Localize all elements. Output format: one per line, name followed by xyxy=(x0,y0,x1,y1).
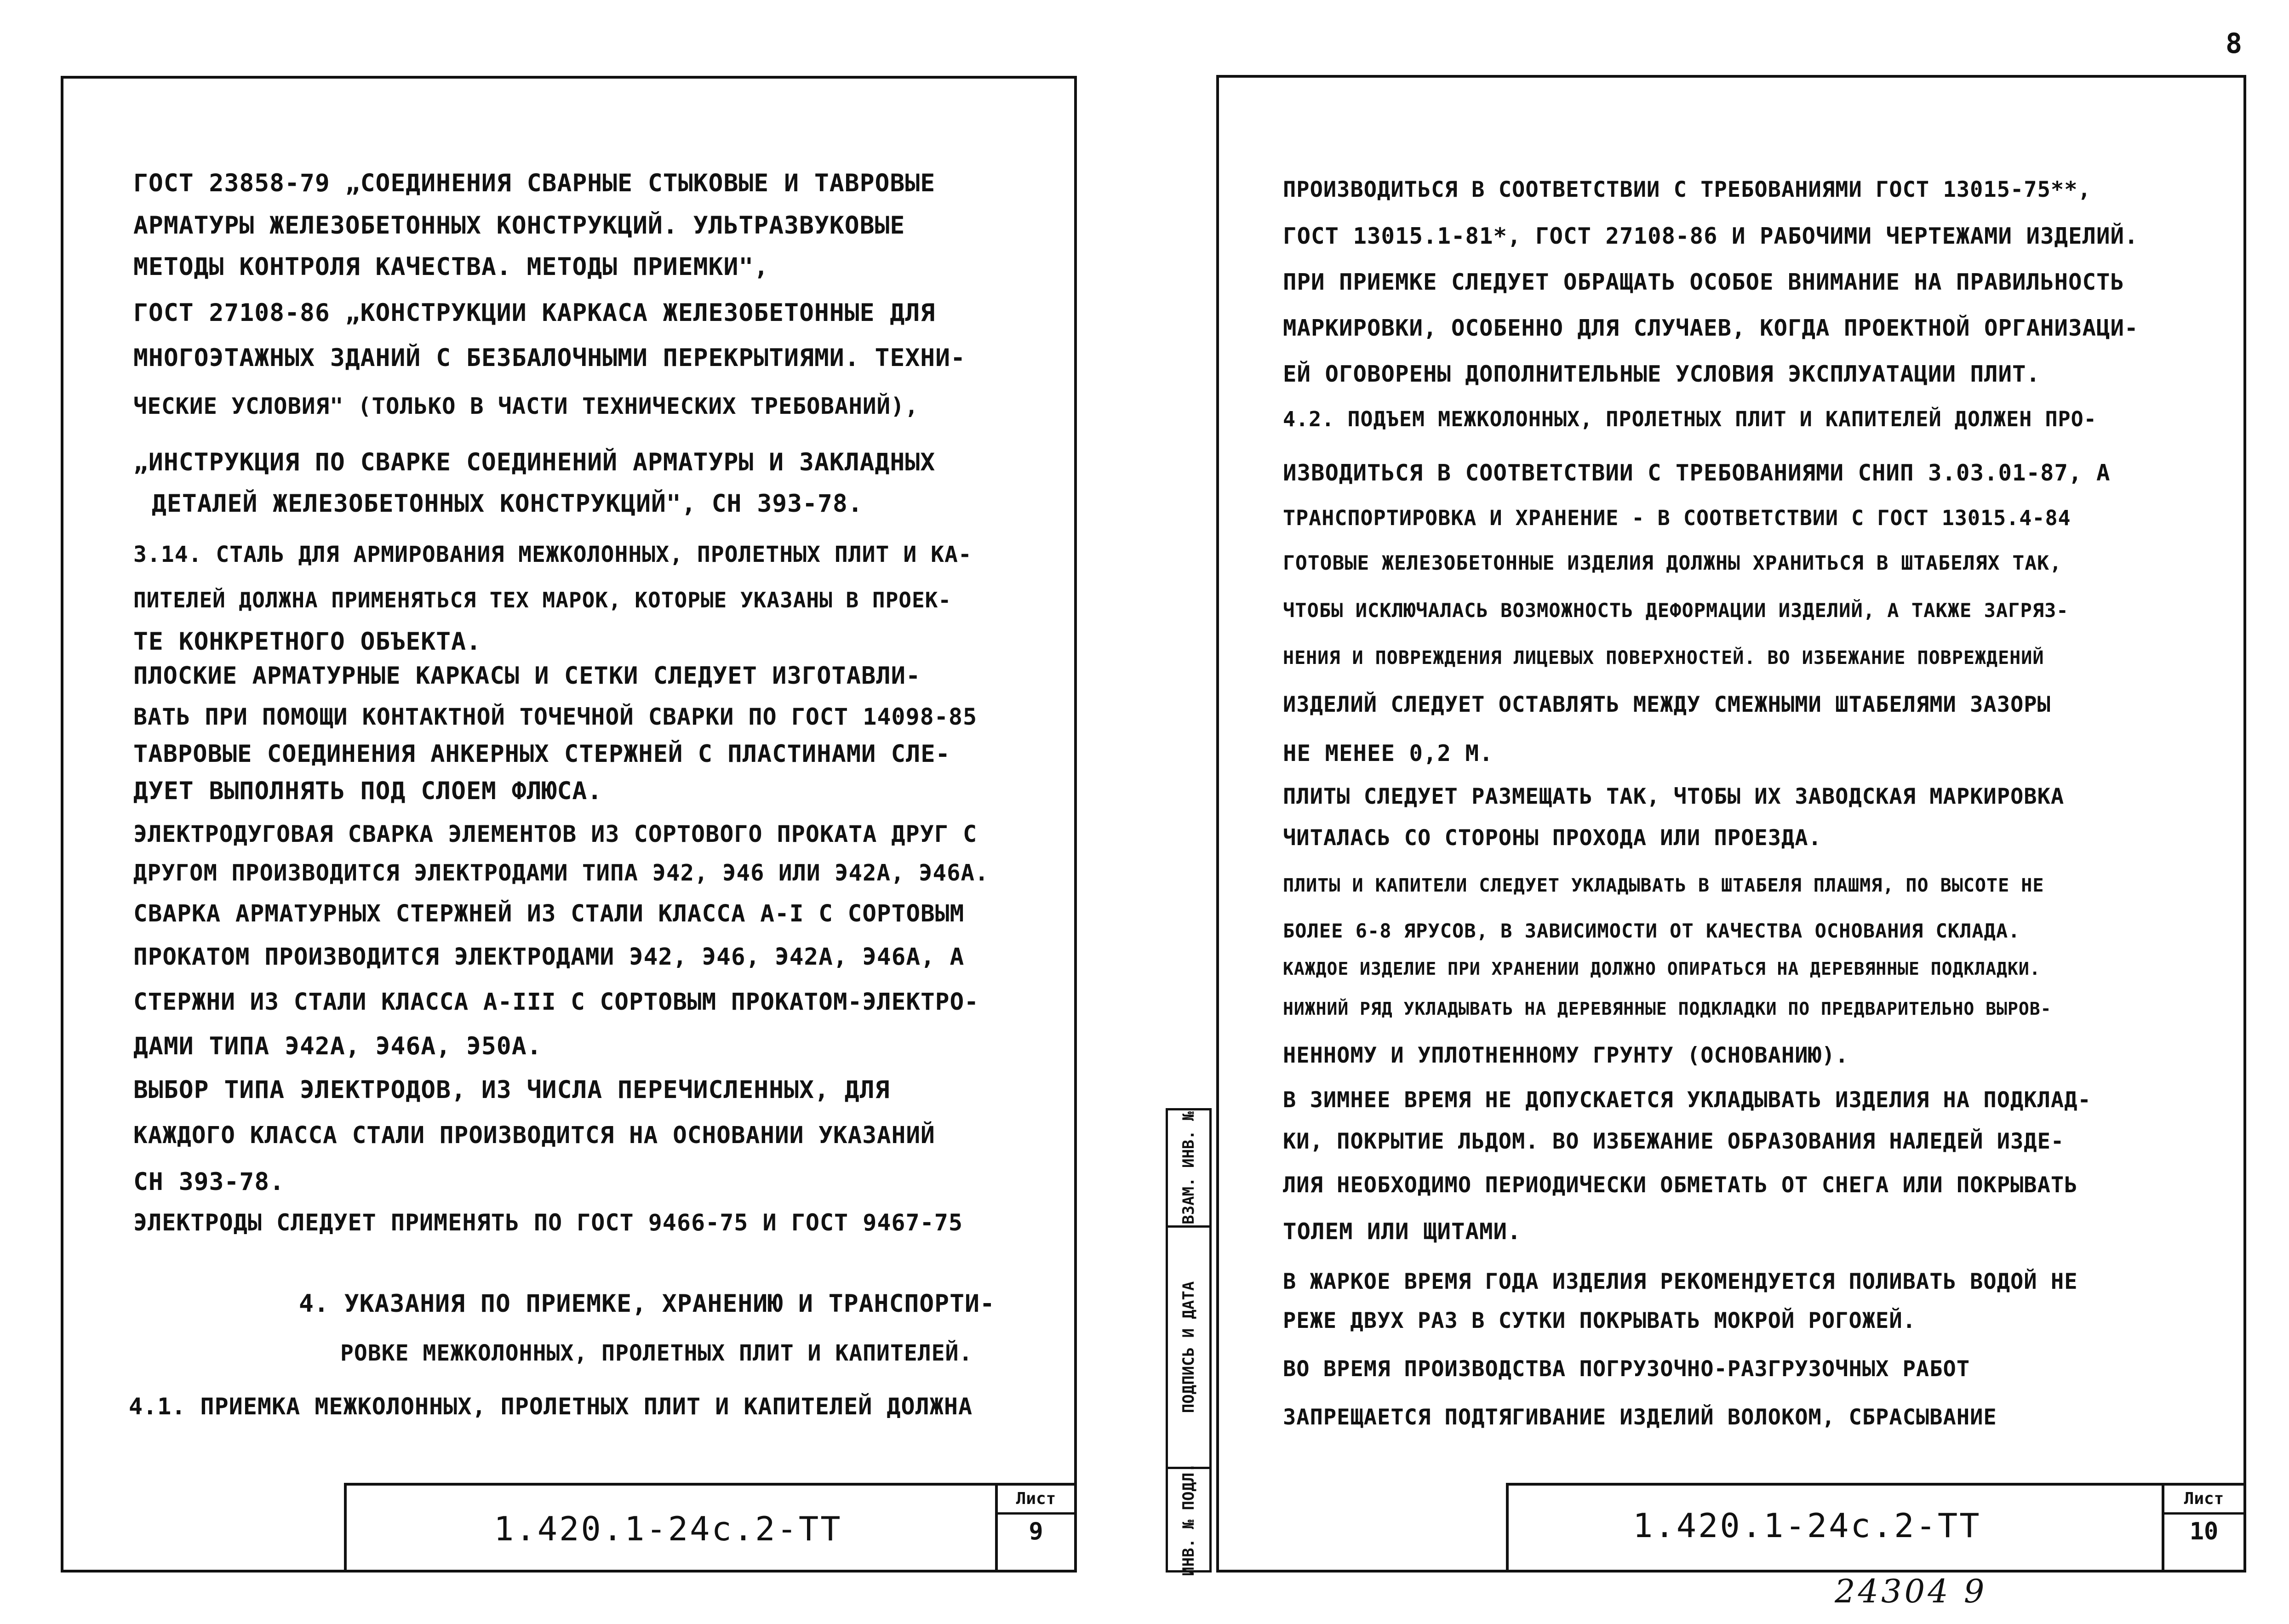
left-sheet-box xyxy=(995,1486,1074,1570)
left-line-4: ГОСТ 27108-86 „КОНСТРУКЦИИ КАРКАСА ЖЕЛЕЗОБЕТОННЫЕ ДЛЯ xyxy=(133,299,936,327)
page-number: 8 xyxy=(2226,28,2243,60)
left-line-24: СН 393-78. xyxy=(133,1168,285,1196)
right-sheet-number: 10 xyxy=(2189,1518,2219,1545)
stamp-cell-signature-date xyxy=(1166,1225,1212,1469)
right-line-16: ПЛИТЫ И КАПИТЕЛИ СЛЕДУЕТ УКЛАДЫВАТЬ В ШТАБЕЛЯ ПЛАШМЯ, ПО ВЫСОТЕ НЕ xyxy=(1283,875,2044,896)
right-line-26: РЕЖЕ ДВУХ РАЗ В СУТКИ ПОКРЫВАТЬ МОКРОЙ РОГОЖЕЙ. xyxy=(1283,1308,1916,1333)
right-line-18: КАЖДОЕ ИЗДЕЛИЕ ПРИ ХРАНЕНИИ ДОЛЖНО ОПИРАТЬСЯ НА ДЕРЕВЯННЫЕ ПОДКЛАДКИ. xyxy=(1283,959,2041,979)
left-line-17: ДРУГОМ ПРОИЗВОДИТСЯ ЭЛЕКТРОДАМИ ТИПА Э42, Э46 ИЛИ Э42А, Э46А. xyxy=(133,860,989,886)
right-doc-code: 1.420.1-24с.2-ТТ xyxy=(1633,1506,1981,1545)
left-line-18: СВАРКА АРМАТУРНЫХ СТЕРЖНЕЙ ИЗ СТАЛИ КЛАССА А-I С СОРТОВЫМ xyxy=(133,900,965,927)
left-line-15: ДУЕТ ВЫПОЛНЯТЬ ПОД СЛОЕМ ФЛЮСА. xyxy=(133,777,603,805)
stamp-cell-vzam-inv xyxy=(1166,1108,1212,1228)
left-title-block xyxy=(344,1483,1077,1573)
left-line-8: ДЕТАЛЕЙ ЖЕЛЕЗОБЕТОННЫХ КОНСТРУКЦИЙ", СН 393-78. xyxy=(152,490,863,518)
left-line-3: МЕТОДЫ КОНТРОЛЯ КАЧЕСТВА. МЕТОДЫ ПРИЕМКИ", xyxy=(133,253,769,281)
stamp-text-vzam-inv: ВЗАМ. ИНВ. № xyxy=(1179,1111,1198,1224)
right-line-6: 4.2. ПОДЪЕМ МЕЖКОЛОННЫХ, ПРОЛЕТНЫХ ПЛИТ И КАПИТЕЛЕЙ ДОЛЖЕН ПРО- xyxy=(1283,407,2097,431)
left-line-7: „ИНСТРУКЦИЯ ПО СВАРКЕ СОЕДИНЕНИЙ АРМАТУРЫ И ЗАКЛАДНЫХ xyxy=(133,448,936,476)
right-line-3: ПРИ ПРИЕМКЕ СЛЕДУЕТ ОБРАЩАТЬ ОСОБОЕ ВНИМАНИЕ НА ПРАВИЛЬНОСТЬ xyxy=(1283,269,2125,295)
right-sheet-box xyxy=(2162,1486,2243,1570)
left-line-9: 3.14. СТАЛЬ ДЛЯ АРМИРОВАНИЯ МЕЖКОЛОННЫХ, ПРОЛЕТНЫХ ПЛИТ И КА- xyxy=(133,542,972,567)
left-line-12: ПЛОСКИЕ АРМАТУРНЫЕ КАРКАСЫ И СЕТКИ СЛЕДУЕТ ИЗГОТАВЛИ- xyxy=(133,662,921,690)
right-line-4: МАРКИРОВКИ, ОСОБЕННО ДЛЯ СЛУЧАЕВ, КОГДА ПРОЕКТНОЙ ОРГАНИЗАЦИ- xyxy=(1283,315,2139,341)
left-line-1: ГОСТ 23858-79 „СОЕДИНЕНИЯ СВАРНЫЕ СТЫКОВЫЕ И ТАВРОВЫЕ xyxy=(133,169,936,197)
left-line-14: ТАВРОВЫЕ СОЕДИНЕНИЯ АНКЕРНЫХ СТЕРЖНЕЙ С ПЛАСТИНАМИ СЛЕ- xyxy=(133,740,950,768)
left-line-23: КАЖДОГО КЛАССА СТАЛИ ПРОИЗВОДИТСЯ НА ОСНОВАНИИ УКАЗАНИЙ xyxy=(133,1122,935,1149)
right-line-9: ГОТОВЫЕ ЖЕЛЕЗОБЕТОННЫЕ ИЗДЕЛИЯ ДОЛЖНЫ ХРАНИТЬСЯ В ШТАБЕЛЯХ ТАК, xyxy=(1283,552,2062,575)
left-line-6: ЧЕСКИЕ УСЛОВИЯ" (ТОЛЬКО В ЧАСТИ ТЕХНИЧЕСКИХ ТРЕБОВАНИЙ), xyxy=(133,393,919,419)
left-line-21: ДАМИ ТИПА Э42А, Э46А, Э50А. xyxy=(133,1032,542,1060)
left-section-heading-1: 4. УКАЗАНИЯ ПО ПРИЕМКЕ, ХРАНЕНИЮ И ТРАНСПОРТИ- xyxy=(299,1290,995,1318)
left-section-heading-2: РОВКЕ МЕЖКОЛОННЫХ, ПРОЛЕТНЫХ ПЛИТ И КАПИТЕЛЕЙ. xyxy=(340,1340,973,1366)
left-line-11: ТЕ КОНКРЕТНОГО ОБЪЕКТА. xyxy=(133,628,481,656)
left-line-16: ЭЛЕКТРОДУГОВАЯ СВАРКА ЭЛЕМЕНТОВ ИЗ СОРТОВОГО ПРОКАТА ДРУГ С xyxy=(133,821,978,847)
left-line-28: 4.1. ПРИЕМКА МЕЖКОЛОННЫХ, ПРОЛЕТНЫХ ПЛИТ И КАПИТЕЛЕЙ ДОЛЖНА xyxy=(129,1393,973,1420)
right-line-14: ПЛИТЫ СЛЕДУЕТ РАЗМЕЩАТЬ ТАК, ЧТОБЫ ИХ ЗАВОДСКАЯ МАРКИРОВКА xyxy=(1283,784,2065,809)
right-line-8: ТРАНСПОРТИРОВКА И ХРАНЕНИЕ - В СООТВЕТСТВИИ С ГОСТ 13015.4-84 xyxy=(1283,506,2071,530)
left-sheet-number: 9 xyxy=(1029,1518,1043,1545)
right-title-block xyxy=(1506,1483,2246,1573)
right-line-21: В ЗИМНЕЕ ВРЕМЯ НЕ ДОПУСКАЕТСЯ УКЛАДЫВАТЬ ИЗДЕЛИЯ НА ПОДКЛАД- xyxy=(1283,1087,2091,1113)
right-line-23: ЛИЯ НЕОБХОДИМО ПЕРИОДИЧЕСКИ ОБМЕТАТЬ ОТ СНЕГА ИЛИ ПОКРЫВАТЬ xyxy=(1283,1172,2078,1198)
left-line-20: СТЕРЖНИ ИЗ СТАЛИ КЛАССА А-III С СОРТОВЫМ ПРОКАТОМ-ЭЛЕКТРО- xyxy=(133,989,979,1016)
left-doc-code: 1.420.1-24с.2-ТТ xyxy=(494,1510,842,1548)
right-line-22: КИ, ПОКРЫТИЕ ЛЬДОМ. ВО ИЗБЕЖАНИЕ ОБРАЗОВАНИЯ НАЛЕДЕЙ ИЗДЕ- xyxy=(1283,1129,2065,1154)
left-line-5: МНОГОЭТАЖНЫХ ЗДАНИЙ С БЕЗБАЛОЧНЫМИ ПЕРЕКРЫТИЯМИ. ТЕХНИ- xyxy=(133,344,966,372)
right-line-13: НЕ МЕНЕЕ 0,2 М. xyxy=(1283,740,1494,766)
right-line-24: ТОЛЕМ ИЛИ ЩИТАМИ. xyxy=(1283,1218,1522,1245)
handwritten-note: 24304 9 xyxy=(1835,1573,1987,1610)
right-line-2: ГОСТ 13015.1-81*, ГОСТ 27108-86 И РАБОЧИМИ ЧЕРТЕЖАМИ ИЗДЕЛИЙ. xyxy=(1283,223,2139,249)
left-line-13: ВАТЬ ПРИ ПОМОЩИ КОНТАКТНОЙ ТОЧЕЧНОЙ СВАРКИ ПО ГОСТ 14098-85 xyxy=(133,703,978,730)
left-line-22: ВЫБОР ТИПА ЭЛЕКТРОДОВ, ИЗ ЧИСЛА ПЕРЕЧИСЛЕННЫХ, ДЛЯ xyxy=(133,1076,890,1104)
right-line-20: НЕННОМУ И УПЛОТНЕННОМУ ГРУНТУ (ОСНОВАНИЮ). xyxy=(1283,1043,1849,1068)
right-line-27: ВО ВРЕМЯ ПРОИЗВОДСТВА ПОГРУЗОЧНО-РАЗГРУЗОЧНЫХ РАБОТ xyxy=(1283,1356,1970,1382)
left-sheet-label: Лист xyxy=(998,1486,1074,1515)
right-line-15: ЧИТАЛАСЬ СО СТОРОНЫ ПРОХОДА ИЛИ ПРОЕЗДА. xyxy=(1283,825,1822,851)
right-line-1: ПРОИЗВОДИТЬСЯ В СООТВЕТСТВИИ С ТРЕБОВАНИЯМИ ГОСТ 13015-75**, xyxy=(1283,177,2091,202)
left-line-2: АРМАТУРЫ ЖЕЛЕЗОБЕТОННЫХ КОНСТРУКЦИЙ. УЛЬТРАЗВУКОВЫЕ xyxy=(133,212,905,240)
right-line-5: ЕЙ ОГОВОРЕНЫ ДОПОЛНИТЕЛЬНЫЕ УСЛОВИЯ ЭКСПЛУАТАЦИИ ПЛИТ. xyxy=(1283,361,2041,387)
right-sheet-label: Лист xyxy=(2164,1486,2243,1515)
right-page-frame xyxy=(1216,75,2246,1573)
left-line-19: ПРОКАТОМ ПРОИЗВОДИТСЯ ЭЛЕКТРОДАМИ Э42, Э46, Э42А, Э46А, А xyxy=(133,944,965,971)
stamp-cell-inv-podl xyxy=(1166,1463,1212,1576)
right-line-12: ИЗДЕЛИЙ СЛЕДУЕТ ОСТАВЛЯТЬ МЕЖДУ СМЕЖНЫМИ ШТАБЕЛЯМИ ЗАЗОРЫ xyxy=(1283,692,2051,717)
right-line-10: ЧТОБЫ ИСКЛЮЧАЛАСЬ ВОЗМОЖНОСТЬ ДЕФОРМАЦИИ ИЗДЕЛИЙ, А ТАКЖЕ ЗАГРЯЗ- xyxy=(1283,599,2069,622)
left-line-10: ПИТЕЛЕЙ ДОЛЖНА ПРИМЕНЯТЬСЯ ТЕХ МАРОК, КОТОРЫЕ УКАЗАНЫ В ПРОЕК- xyxy=(133,588,952,612)
right-line-11: НЕНИЯ И ПОВРЕЖДЕНИЯ ЛИЦЕВЫХ ПОВЕРХНОСТЕЙ. ВО ИЗБЕЖАНИЕ ПОВРЕЖДЕНИЙ xyxy=(1283,647,2044,669)
stamp-text-inv-podl: ИНВ. № ПОДЛ. xyxy=(1179,1463,1198,1576)
right-line-19: НИЖНИЙ РЯД УКЛАДЫВАТЬ НА ДЕРЕВЯННЫЕ ПОДКЛАДКИ ПО ПРЕДВАРИТЕЛЬНО ВЫРОВ- xyxy=(1283,999,2052,1019)
right-line-7: ИЗВОДИТЬСЯ В СООТВЕТСТВИИ С ТРЕБОВАНИЯМИ СНИП 3.03.01-87, А xyxy=(1283,460,2111,486)
left-line-25: ЭЛЕКТРОДЫ СЛЕДУЕТ ПРИМЕНЯТЬ ПО ГОСТ 9466-75 И ГОСТ 9467-75 xyxy=(133,1209,963,1236)
right-line-28: ЗАПРЕЩАЕТСЯ ПОДТЯГИВАНИЕ ИЗДЕЛИЙ ВОЛОКОМ, СБРАСЫВАНИЕ xyxy=(1283,1405,1997,1430)
right-line-25: В ЖАРКОЕ ВРЕМЯ ГОДА ИЗДЕЛИЯ РЕКОМЕНДУЕТСЯ ПОЛИВАТЬ ВОДОЙ НЕ xyxy=(1283,1269,2078,1294)
right-line-17: БОЛЕЕ 6-8 ЯРУСОВ, В ЗАВИСИМОСТИ ОТ КАЧЕСТВА ОСНОВАНИЯ СКЛАДА. xyxy=(1283,920,2020,942)
stamp-text-signature-date: ПОДПИСЬ И ДАТА xyxy=(1179,1281,1198,1413)
